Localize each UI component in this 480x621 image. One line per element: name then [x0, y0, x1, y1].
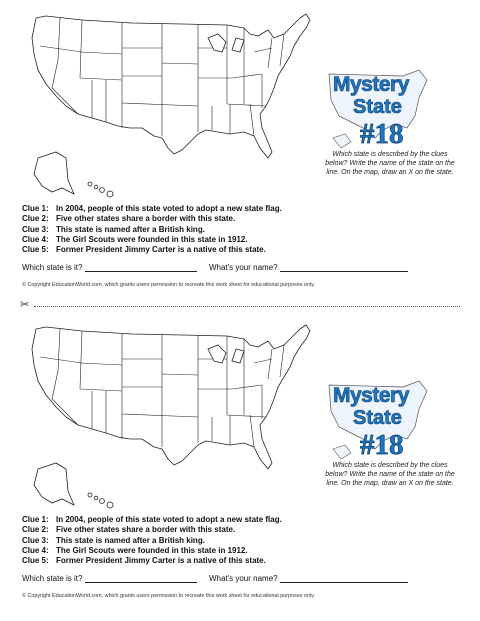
- badge-state: State: [353, 407, 402, 429]
- state-answer-line[interactable]: [85, 263, 197, 272]
- clue-label: Clue 2:: [22, 214, 49, 224]
- name-prompt: What's your name?: [208, 263, 278, 272]
- clue-2: [22, 525, 462, 535]
- state-prompt: Which state is it?: [22, 574, 83, 583]
- instructions: Which state is described by the clues below? Write the name of the state on the line. On the map, draw an X on the state.: [325, 151, 455, 176]
- clue-3: [22, 225, 462, 235]
- clue-label: Clue 4:: [22, 545, 49, 555]
- alaska: [34, 152, 74, 194]
- hawaii-1: [88, 493, 92, 497]
- worksheet-bottom: [0, 311, 480, 611]
- clue-4: [22, 546, 462, 556]
- clue-text: Five other states share a border with this state.: [56, 525, 236, 535]
- hawaii-3: [100, 499, 105, 504]
- clue-text: Former President Jimmy Carter is a native of this state.: [56, 245, 266, 255]
- hawaii-2: [94, 496, 98, 500]
- badge-state: State: [353, 96, 402, 118]
- clue-label: Clue 5:: [22, 245, 49, 255]
- scissors-icon: ✂: [20, 299, 30, 311]
- clue-text: In 2004, people of this state voted to adopt a new state flag.: [56, 204, 282, 213]
- clue-label: Clue 3:: [22, 224, 49, 234]
- copyright-notice: © Copyright EducationWorld.com, which grants users permission to recreate this work sheet for educational purposes only.: [22, 593, 315, 599]
- clue-label: Clue 5:: [22, 556, 49, 566]
- us-map: [22, 319, 320, 514]
- alaska: [34, 463, 74, 505]
- state-answer-line[interactable]: [85, 574, 197, 583]
- clue-4: [22, 235, 462, 245]
- clue-text: This state is named after a British king.: [56, 224, 205, 234]
- instructions: Which state is described by the clues below? Write the name of the state on the line. On the map, draw an X on the state.: [325, 462, 455, 487]
- clue-label: Clue 1:: [22, 515, 49, 524]
- clue-list: [22, 204, 462, 255]
- clue-label: Clue 2:: [22, 525, 49, 535]
- answer-row: [22, 263, 408, 272]
- badge-number: #18: [360, 118, 404, 150]
- clue-5: [22, 556, 462, 566]
- clue-5: [22, 245, 462, 255]
- clue-text: The Girl Scouts were founded in this state in 1912.: [56, 545, 248, 555]
- clue-text: In 2004, people of this state voted to adopt a new state flag.: [56, 515, 282, 524]
- clue-label: Clue 1:: [22, 204, 49, 213]
- hawaii-1: [88, 182, 92, 186]
- clue-text: Five other states share a border with this state.: [56, 214, 236, 224]
- name-answer-line[interactable]: [280, 574, 408, 583]
- badge-number: #18: [360, 429, 404, 461]
- badge-mystery: Mystery: [333, 384, 409, 407]
- clue-1: [22, 515, 462, 525]
- badge-mystery: Mystery: [333, 73, 409, 96]
- lower-48-outline: [32, 325, 310, 469]
- cut-line: [20, 299, 460, 311]
- hawaii-3: [100, 188, 105, 193]
- hawaii-4: [107, 502, 113, 508]
- clue-text: Former President Jimmy Carter is a native of this state.: [56, 556, 266, 566]
- copyright-notice: © Copyright EducationWorld.com, which grants users permission to recreate this work sheet for educational purposes only.: [22, 282, 315, 288]
- lower-48-outline: [32, 14, 310, 158]
- worksheet-top: [0, 0, 480, 300]
- us-map: [22, 8, 320, 203]
- hawaii-2: [94, 185, 98, 189]
- state-prompt: Which state is it?: [22, 263, 83, 272]
- name-answer-line[interactable]: [280, 263, 408, 272]
- answer-row: [22, 574, 408, 583]
- name-prompt: What's your name?: [208, 574, 278, 583]
- clue-label: Clue 3:: [22, 535, 49, 545]
- clue-1: [22, 204, 462, 214]
- clue-2: [22, 214, 462, 224]
- clue-text: The Girl Scouts were founded in this state in 1912.: [56, 234, 248, 244]
- dotted-line: [34, 306, 460, 307]
- clue-list: [22, 515, 462, 566]
- clue-label: Clue 4:: [22, 234, 49, 244]
- hawaii-4: [107, 191, 113, 197]
- clue-text: This state is named after a British king.: [56, 535, 205, 545]
- clue-3: [22, 536, 462, 546]
